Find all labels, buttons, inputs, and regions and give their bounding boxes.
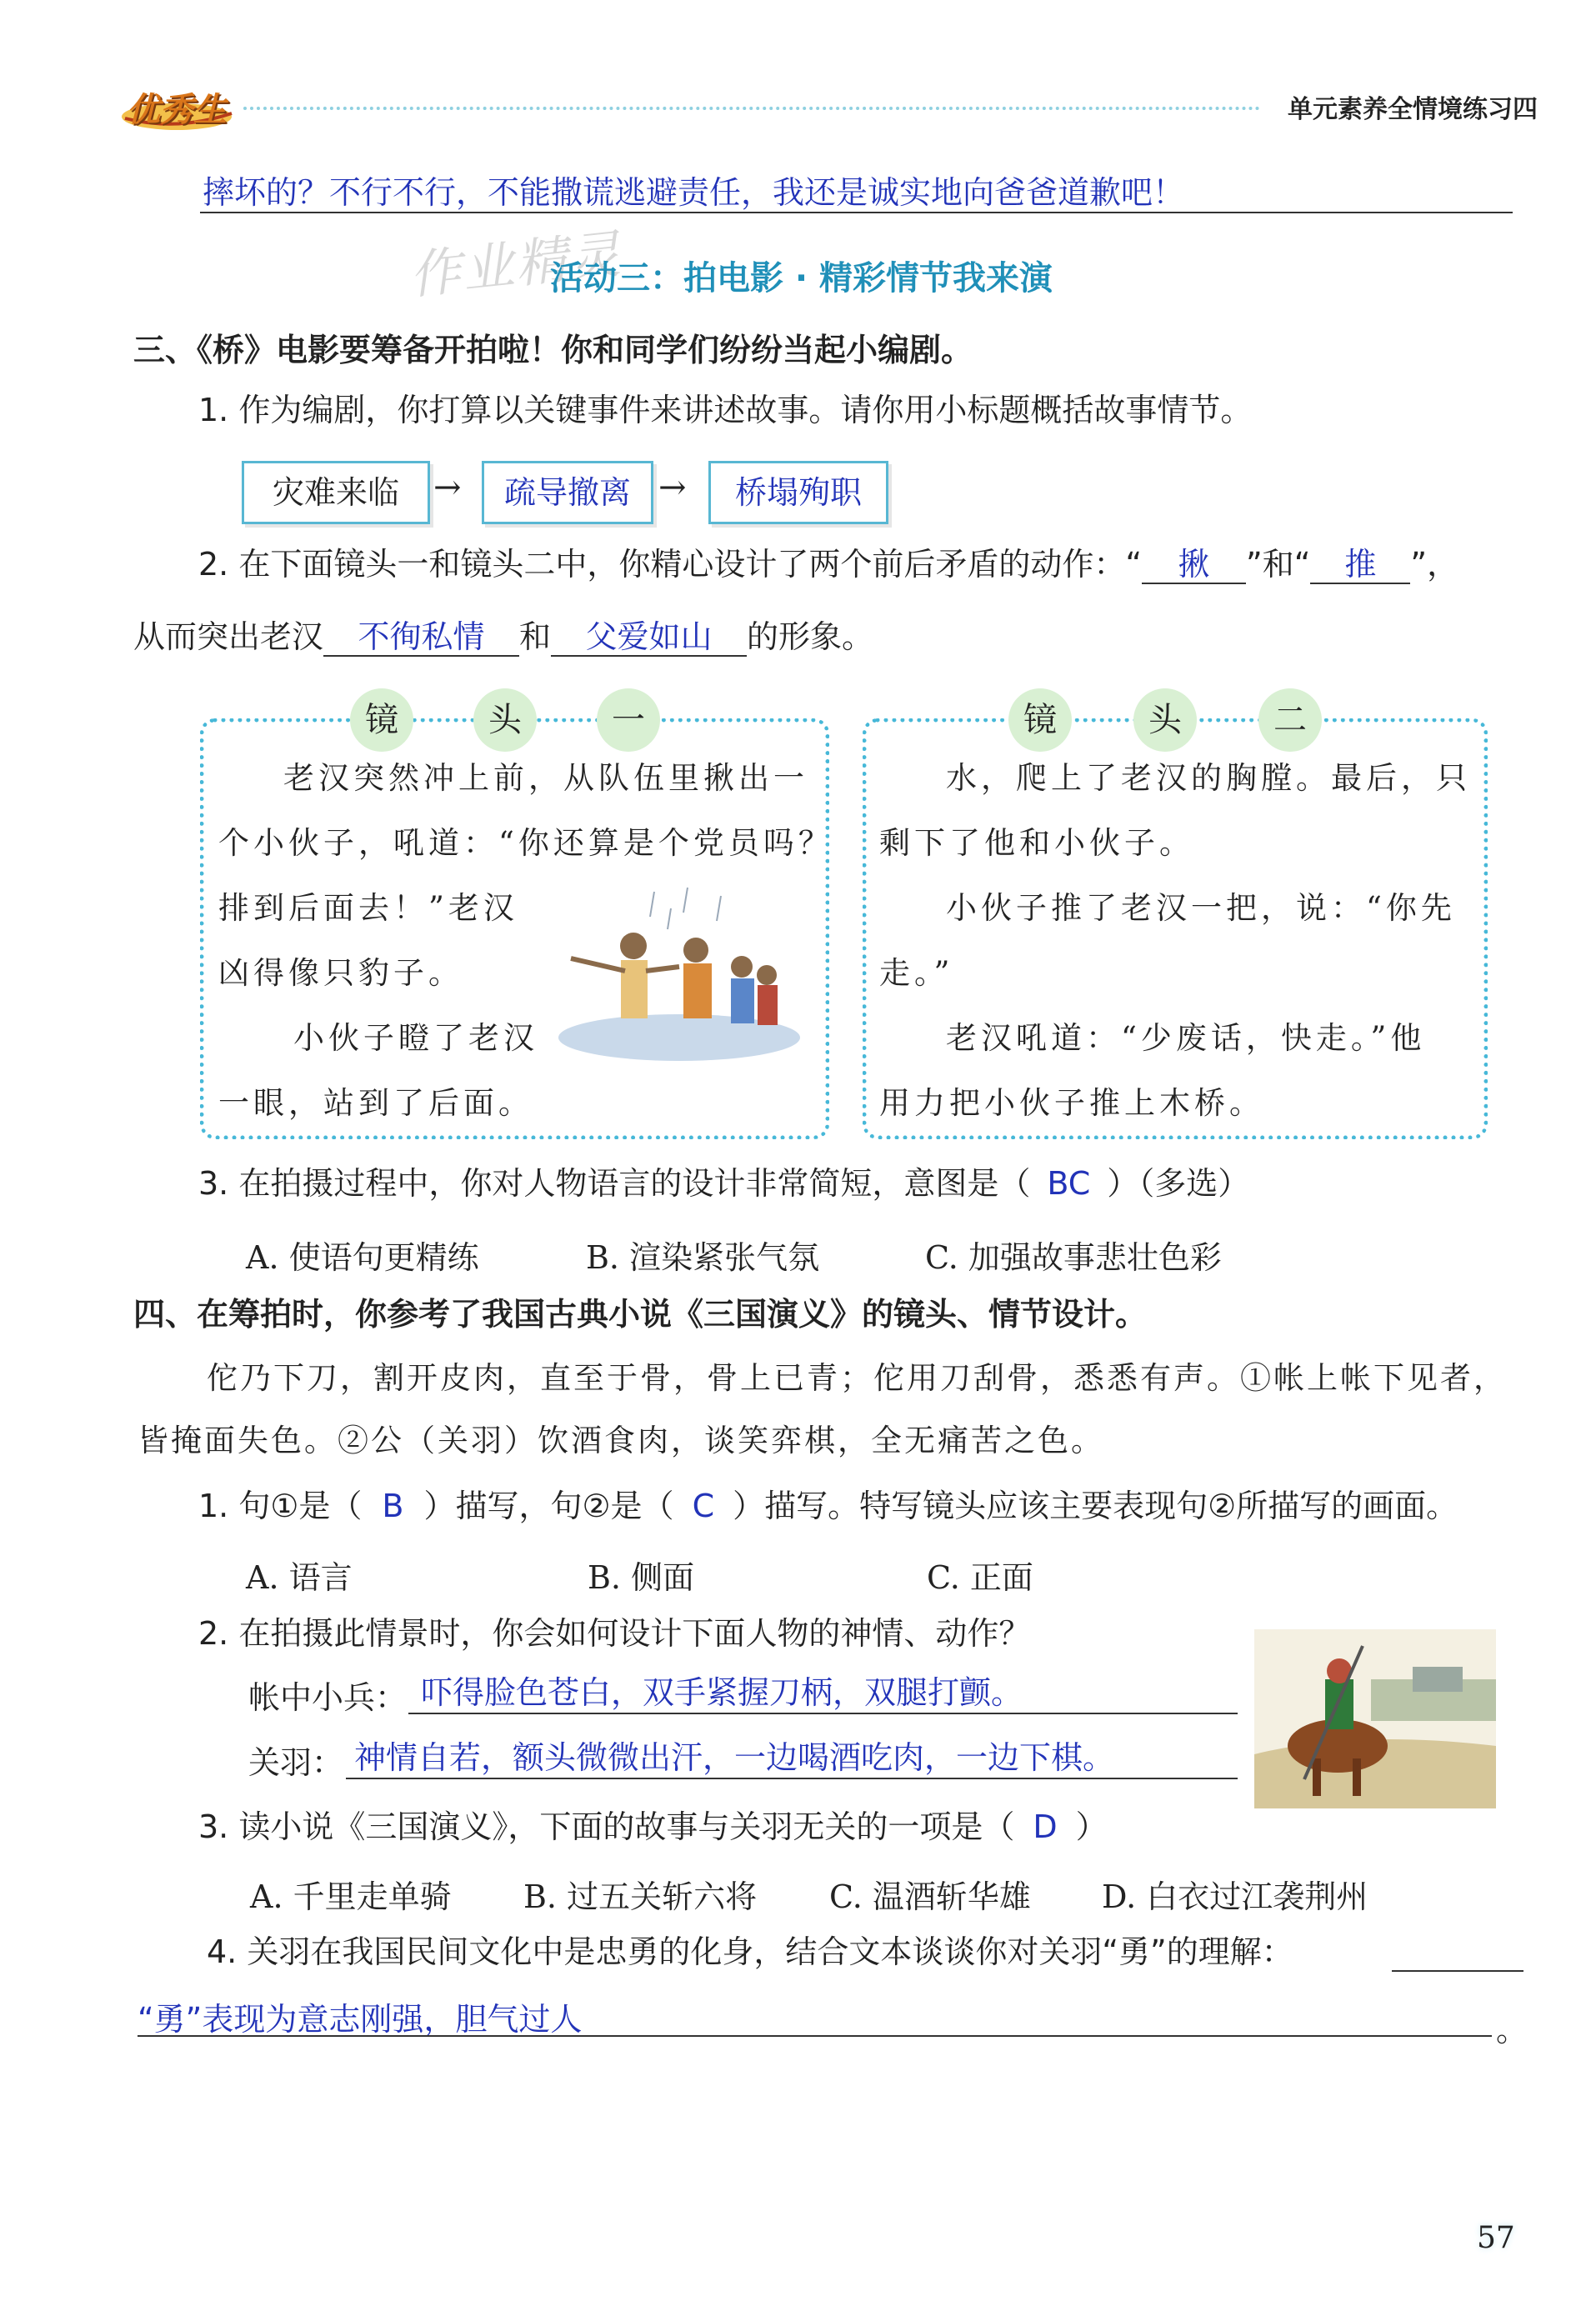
s3-q2-part4: 从而突出老汉 xyxy=(133,618,324,655)
shot2-title-3: 二 xyxy=(1258,688,1322,752)
s4-q3-option-b: B. 过五关斩六将 xyxy=(523,1878,758,1915)
s4-q2-ans1: 吓得脸色苍白，双手紧握刀柄，双腿打颤。 xyxy=(421,1674,1023,1711)
s3-q3-option-b: B. 渲染紧张气氛 xyxy=(586,1239,820,1276)
s3-q2-ans1: 揪 xyxy=(1178,546,1210,583)
s3-q2-blank4 xyxy=(551,618,747,657)
shot1-title-3: 一 xyxy=(597,688,660,752)
s3-q2-part2: ”和“ xyxy=(1246,546,1311,583)
step-box-1 xyxy=(242,461,430,524)
s3-q2-ans3: 不徇私情 xyxy=(358,618,485,655)
s4-q3-text: 3. 读小说《三国演义》，下面的故事与关羽无关的一项是（ xyxy=(198,1808,1015,1845)
s4-q2-ans2: 神情自若，额头微微出汗，一边喝酒吃肉，一边下棋。 xyxy=(354,1739,1115,1776)
shot1-line-5: 小伙子瞪了老汉 xyxy=(293,1020,538,1056)
step-box-2-text: 疏导撤离 xyxy=(503,474,631,511)
s3-q3-answer: BC xyxy=(1047,1165,1091,1202)
s3-q2-blank3 xyxy=(323,618,519,657)
s3-q2-ans2: 推 xyxy=(1344,546,1377,583)
section3-heading: 三、《桥》电影要筹备开拍啦！你和同学们纷纷当起小编剧。 xyxy=(133,332,973,368)
shot2-title-1: 镜 xyxy=(1008,688,1072,752)
top-answer-underline xyxy=(200,212,1513,213)
s3-q3-option-a: A. 使语句更精练 xyxy=(246,1239,479,1276)
s3-q3-end: ）（多选） xyxy=(1107,1165,1250,1202)
shot1-line-1: 老汉突然冲上前，从队伍里揪出一 xyxy=(283,760,808,796)
s4-q4-text: 4. 关羽在我国民间文化中是忠勇的化身，结合文本谈谈你对关羽“勇”的理解： xyxy=(207,1933,1293,1970)
top-answer-text: 摔坏的？不行不行，不能撒谎逃避责任，我还是诚实地向爸爸道歉吧！ xyxy=(203,174,1185,211)
s4-passage-line-2: 皆掩面失色。②公（关羽）饮酒食肉，谈笑弈棋，全无痛苦之色。 xyxy=(138,1423,1104,1458)
s4-q1 xyxy=(198,1488,1458,1524)
s4-q3-option-a: A. 千里走单骑 xyxy=(250,1878,452,1915)
s3-q3-text: 3. 在拍摄过程中，你对人物语言的设计非常简短，意图是（ xyxy=(198,1165,1031,1202)
page-number: 57 xyxy=(1477,2221,1515,2255)
header-dotted-rule xyxy=(243,107,1260,110)
s3-q2-line1 xyxy=(198,546,1458,584)
logo-text: 优秀生 xyxy=(127,91,227,129)
s3-q2-blank2 xyxy=(1310,546,1410,584)
s3-q3-option-c: C. 加强故事悲壮色彩 xyxy=(925,1239,1222,1276)
shot1-line-3: 排到后面去！”老汉 xyxy=(218,890,518,926)
s3-q2-part5: 和 xyxy=(519,618,552,655)
shot2-line-1: 水，爬上了老汉的胸膛。最后，只 xyxy=(946,760,1471,796)
shot1-title-1: 镜 xyxy=(350,688,413,752)
s4-q3-end: ） xyxy=(1075,1808,1108,1845)
shot1-line-6: 一眼，站到了后面。 xyxy=(218,1085,533,1121)
arrow-2: → xyxy=(658,468,687,507)
s4-q1-option-c: C. 正面 xyxy=(927,1559,1033,1596)
s4-q4-line-top xyxy=(1392,1970,1523,1972)
s4-q1-a1: B xyxy=(382,1488,404,1524)
unit-title: 单元素养全情境练习四 xyxy=(1288,95,1538,124)
guan-yu-illustration xyxy=(1254,1629,1496,1808)
header-logo xyxy=(117,80,238,133)
shot1-line-2: 个小伙子，吼道：“你还算是个党员吗？ xyxy=(218,825,833,861)
shot2-line-4: 走。” xyxy=(879,955,954,991)
s3-q2-part6: 的形象。 xyxy=(747,618,874,655)
flood-illustration xyxy=(554,883,808,1067)
section4-heading: 四、在筹拍时，你参考了我国古典小说《三国演义》的镜头、情节设计。 xyxy=(133,1296,1148,1333)
s3-q2-blank1 xyxy=(1142,546,1246,584)
s4-q2-text: 2. 在拍摄此情景时，你会如何设计下面人物的神情、动作？ xyxy=(198,1615,1031,1652)
s4-q3-option-d: D. 白衣过江袭荆州 xyxy=(1102,1878,1368,1915)
shot2-line-3: 小伙子推了老汉一把，说：“你先 xyxy=(946,890,1456,926)
s4-q2-label2: 关羽： xyxy=(248,1744,344,1781)
step-box-1-text: 灾难来临 xyxy=(272,474,399,511)
s4-q2-label1: 帐中小兵： xyxy=(248,1679,408,1716)
shot1-line-4: 凶得像只豹子。 xyxy=(218,955,463,991)
s4-q2-line1 xyxy=(408,1713,1238,1714)
s4-passage-line-1: 佗乃下刀，割开皮肉，直至于骨，骨上已青；佗用刀刮骨，悉悉有声。①帐上帐下见者， xyxy=(207,1360,1507,1396)
step-box-2 xyxy=(482,461,653,524)
s4-q1-p2: ）描写，句②是（ xyxy=(423,1488,674,1524)
s3-q1-text: 1. 作为编剧，你打算以关键事件来讲述故事。请你用小标题概括故事情节。 xyxy=(198,392,1253,428)
s4-q3-answer: D xyxy=(1033,1808,1058,1845)
s3-q2-part3: ”， xyxy=(1410,546,1459,583)
s4-q3-option-c: C. 温酒斩华雄 xyxy=(829,1878,1031,1915)
step-box-3 xyxy=(708,461,888,524)
s4-q4-line-bottom xyxy=(138,2035,1492,2037)
s4-q2-line2 xyxy=(346,1778,1238,1779)
s4-q3 xyxy=(198,1808,1108,1845)
shot1-title-2: 头 xyxy=(473,688,537,752)
shot2-line-6: 用力把小伙子推上木桥。 xyxy=(879,1085,1264,1121)
step-box-3-text: 桥塌殉职 xyxy=(734,474,862,511)
s4-q1-option-b: B. 侧面 xyxy=(588,1559,695,1596)
s4-q4-end: 。 xyxy=(1496,2012,1528,2048)
s4-q1-a2: C xyxy=(692,1488,715,1524)
s4-q1-option-a: A. 语言 xyxy=(246,1559,353,1596)
shot2-line-2: 剩下了他和小伙子。 xyxy=(879,825,1194,861)
watermark: 作业精灵 xyxy=(406,223,625,307)
s3-q3 xyxy=(198,1165,1249,1202)
s3-q2-part1: 2. 在下面镜头一和镜头二中，你精心设计了两个前后矛盾的动作：“ xyxy=(198,546,1143,583)
s4-q1-p3: ）描写。特写镜头应该主要表现句②所描写的画面。 xyxy=(733,1488,1458,1524)
s3-q2-ans4: 父爱如山 xyxy=(585,618,713,655)
activity-title: 活动三：拍电影 · 精彩情节我来演 xyxy=(550,259,1053,298)
s4-q1-p1: 1. 句①是（ xyxy=(198,1488,363,1524)
s4-q4-answer: “勇”表现为意志刚强，胆气过人 xyxy=(138,2001,583,2038)
s3-q2-line2 xyxy=(133,618,873,657)
shot2-title-2: 头 xyxy=(1133,688,1197,752)
arrow-1: → xyxy=(433,468,462,507)
shot2-line-5: 老汉吼道：“少废话，快走。”他 xyxy=(946,1020,1426,1056)
